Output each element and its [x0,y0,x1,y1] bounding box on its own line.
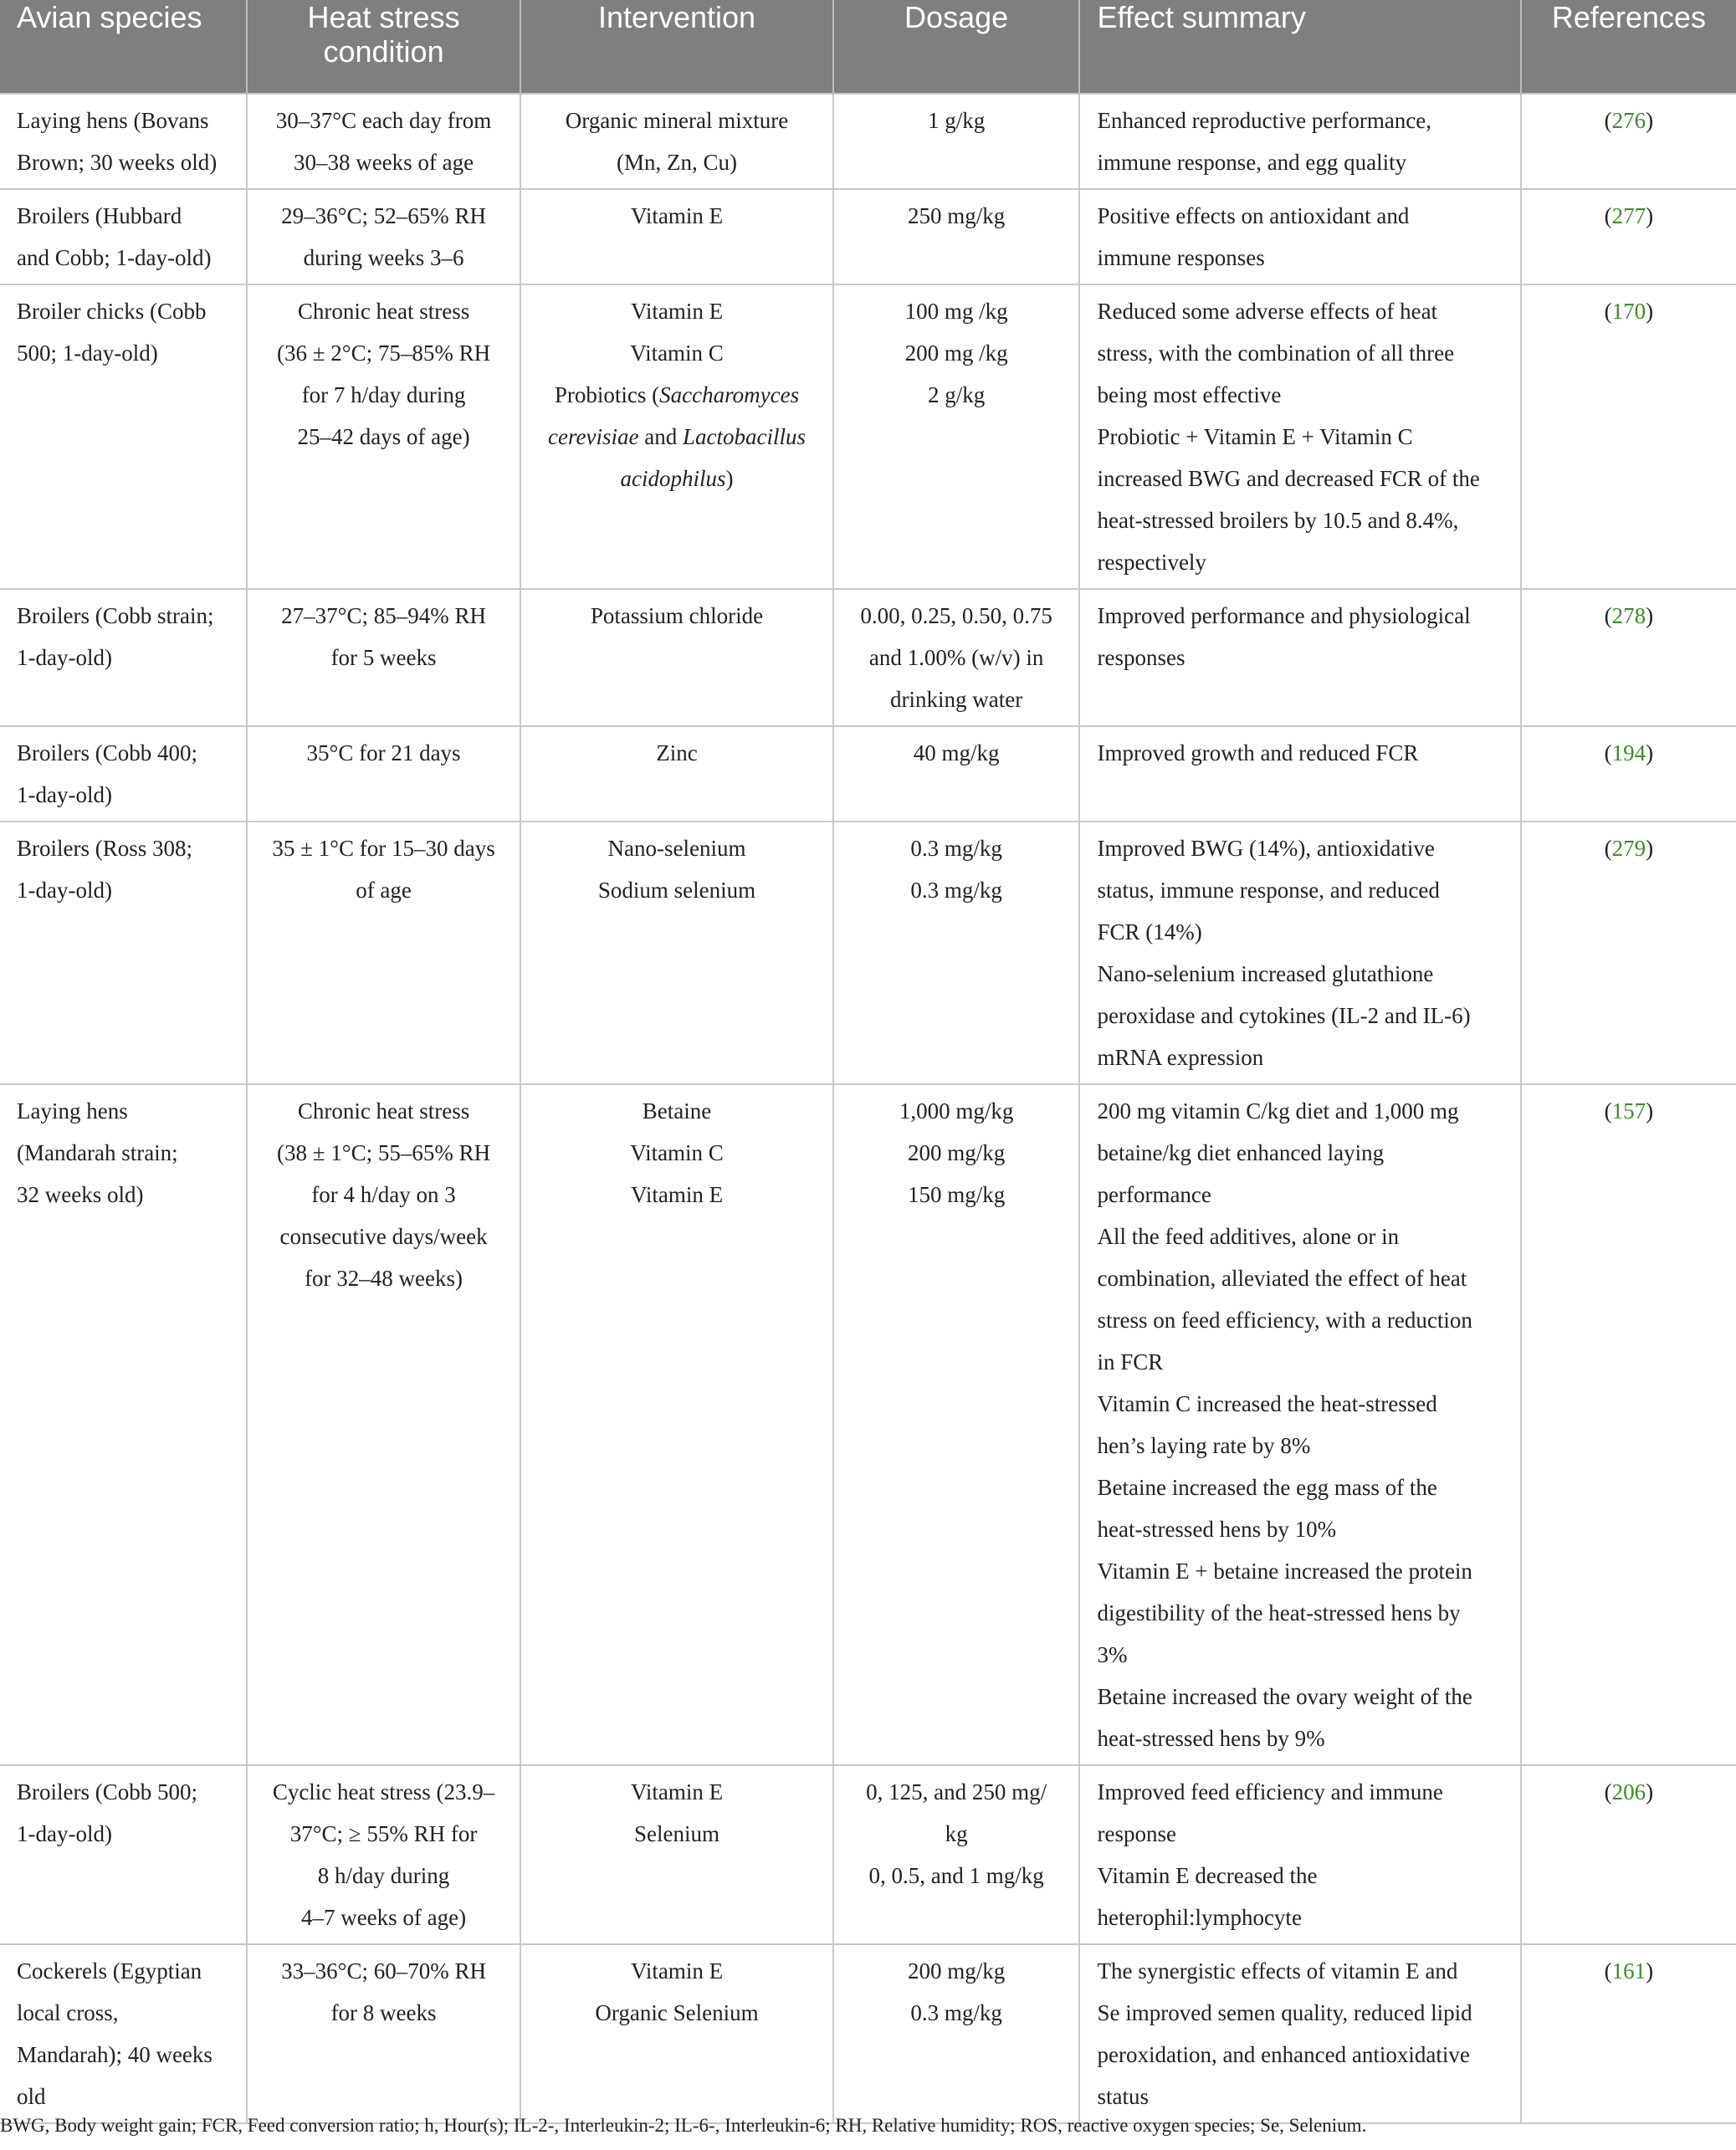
cell-line: Nano-selenium [607,836,746,861]
dosage-cell [833,189,1080,284]
cell-line: Vitamin E [630,1182,724,1207]
cell-line: Se improved semen quality, reduced lipid [1097,2000,1472,2025]
effect-cell [1079,94,1520,189]
cell-line: (Mandarah strain; [17,1140,178,1165]
cell-line: Improved BWG (14%), antioxidative [1097,836,1435,861]
intervention-cell [520,1944,832,2123]
reference-cell: (161) [1521,1944,1736,2123]
species-cell [0,1944,247,2123]
cell-line: 37°C; ≥ 55% RH for [289,1821,478,1846]
cell-line: Laying hens (Bovans [17,108,209,133]
cell-line: Broilers (Ross 308; [17,836,193,861]
table-body [0,94,1736,2123]
cell-line: in FCR [1097,1349,1164,1374]
cell-line: and Cobb; 1-day-old) [17,245,212,270]
reference-link[interactable]: 276 [1611,108,1646,133]
dosage-cell [833,94,1080,189]
cell-line: Positive effects on antioxidant and [1097,203,1410,228]
cell-line: respectively [1097,550,1206,575]
cell-line: Vitamin E [630,1958,724,1984]
reference-link[interactable]: 170 [1611,299,1646,324]
intervention-cell [520,822,832,1084]
cell-line: 1,000 mg/kg [899,1098,1014,1124]
cell-line: 250 mg/kg [907,203,1006,228]
cell-line: during weeks 3–6 [303,245,464,270]
reference-cell: (194) [1521,726,1736,822]
cell-line: for 8 weeks [330,2000,437,2025]
cell-line: Probiotic + Vitamin E + Vitamin C [1097,424,1413,449]
cell-line: 150 mg/kg [907,1182,1006,1207]
intervention-cell [520,1765,832,1944]
cell-line: response [1097,1821,1176,1846]
cell-line: Betaine increased the ovary weight of the [1097,1684,1472,1709]
cell-line: 3% [1097,1642,1128,1667]
cell-line: stress on feed efficiency, with a reduction [1097,1308,1472,1333]
cell-line: 200 mg vitamin C/kg diet and 1,000 mg [1097,1098,1459,1124]
species-cell [0,589,247,726]
cell-line: Potassium chloride [590,603,764,628]
cell-line: for 4 h/day on 3 [311,1182,456,1207]
cell-line: Broilers (Hubbard [17,203,182,228]
species-cell [0,1084,247,1765]
cell-line: 1 g/kg [927,108,986,133]
cell-line: being most effective [1097,382,1282,407]
cell-line: Sodium selenium [597,878,756,903]
cell-line: Vitamin C [630,1140,724,1165]
reference-link[interactable]: 279 [1611,836,1646,861]
cell-line: Chronic heat stress [297,299,470,324]
cell-line: 1-day-old) [17,1821,112,1846]
cell-line: 1-day-old) [17,878,112,903]
cell-line: Vitamin E [630,203,724,228]
cell-line: cerevisiae and Lactobacillus [548,424,806,449]
cell-line: digestibility of the heat-stressed hens by [1097,1600,1461,1625]
cell-line: 200 mg/kg [907,1958,1006,1984]
cell-line: heat-stressed broilers by 10.5 and 8.4%, [1097,508,1459,533]
cell-line: old [17,2084,46,2109]
cell-line: Broilers (Cobb 400; [17,740,197,765]
cell-line: Broilers (Cobb strain; [17,603,214,628]
cell-line: 200 mg /kg [904,340,1008,366]
cell-line: Enhanced reproductive performance, [1097,108,1432,133]
cell-line: immune response, and egg quality [1097,150,1407,175]
species-cell [0,189,247,284]
cell-line: Vitamin E + betaine increased the protein [1097,1559,1472,1584]
cell-line: mRNA expression [1097,1045,1264,1070]
cell-line: 1-day-old) [17,782,112,807]
condition-cell [247,589,521,726]
cell-line: combination, alleviated the effect of heat [1097,1266,1467,1291]
dosage-cell [833,284,1080,589]
cell-line: Probiotics (Saccharomyces [554,382,800,407]
cell-line: Organic mineral mixture [565,108,789,133]
reference-cell: (206) [1521,1765,1736,1944]
cell-line: and 1.00% (w/v) in [868,645,1044,670]
effect-cell [1079,1765,1520,1944]
reference-cell: (277) [1521,189,1736,284]
intervention-cell [520,189,832,284]
header-heat-stress-condition: Heat stress condition [247,0,521,94]
cell-line: responses [1097,645,1185,670]
table-row [0,1084,1736,1765]
cell-line: (36 ± 2°C; 75–85% RH [276,340,491,366]
cell-line: Cyclic heat stress (23.9– [272,1779,495,1804]
reference-link[interactable]: 157 [1611,1098,1646,1124]
cell-line: Selenium [634,1821,719,1846]
cell-line: for 7 h/day during [301,382,466,407]
reference-cell: (276) [1521,94,1736,189]
dosage-cell [833,1084,1080,1765]
species-cell [0,1765,247,1944]
reference-link[interactable]: 278 [1611,603,1646,628]
effect-cell [1079,822,1520,1084]
effect-cell [1079,726,1520,822]
cell-line: 0, 125, and 250 mg/ [866,1779,1047,1804]
intervention-cell [520,94,832,189]
intervention-cell [520,589,832,726]
reference-cell: (279) [1521,822,1736,1084]
cell-line: Broiler chicks (Cobb [17,299,207,324]
condition-cell [247,189,521,284]
cell-line: 1-day-old) [17,645,112,670]
reference-link[interactable]: 161 [1611,1958,1646,1984]
cell-line: hen’s laying rate by 8% [1097,1433,1311,1458]
effect-cell [1079,1944,1520,2123]
condition-cell [247,284,521,589]
cell-line: drinking water [889,687,1023,712]
cell-line: peroxidation, and enhanced antioxidative [1097,2042,1470,2067]
cell-line: 4–7 weeks of age) [300,1905,467,1930]
condition-cell [247,822,521,1084]
cell-line: All the feed additives, alone or in [1097,1224,1400,1249]
effect-cell [1079,1084,1520,1765]
cell-line: immune responses [1097,245,1265,270]
dosage-cell [833,1944,1080,2123]
header-avian-species: Avian species [0,0,247,94]
cell-line: consecutive days/week [279,1224,488,1249]
condition-cell [247,1944,521,2123]
reference-cell: (170) [1521,284,1736,589]
cell-line: Broilers (Cobb 500; [17,1779,197,1804]
cell-line: 2 g/kg [927,382,986,407]
cell-line: Vitamin C increased the heat-stressed [1097,1391,1437,1416]
header-intervention: Intervention [520,0,832,94]
species-cell [0,94,247,189]
cell-line: (38 ± 1°C; 55–65% RH [276,1140,491,1165]
cell-line: Nano-selenium increased glutathione [1097,961,1434,986]
cell-line: 35 ± 1°C for 15–30 days [272,836,495,861]
condition-cell [247,726,521,822]
cell-line: Mandarah); 40 weeks [17,2042,213,2067]
cell-line: 8 h/day during [317,1863,450,1888]
cell-line: Laying hens [17,1098,128,1124]
cell-line: 0.3 mg/kg [910,878,1002,903]
cell-line: 0.3 mg/kg [910,2000,1002,2025]
dosage-cell [833,589,1080,726]
table-row [0,189,1736,284]
cell-line: status, immune response, and reduced [1097,878,1440,903]
cell-line: 33–36°C; 60–70% RH [281,1958,486,1984]
cell-line: for 32–48 weeks) [305,1266,463,1291]
dosage-cell [833,822,1080,1084]
cell-line: Vitamin E decreased the [1097,1863,1318,1888]
table-header-row [0,0,1736,94]
cell-line: 32 weeks old) [17,1182,144,1207]
cell-line: local cross, [17,2000,119,2025]
cell-line: Vitamin C [630,340,724,366]
table-row [0,284,1736,589]
cell-line: Vitamin E [630,299,724,324]
condition-cell [247,1765,521,1944]
header-references: References [1521,0,1736,94]
intervention-cell [520,726,832,822]
effect-cell [1079,189,1520,284]
cell-line: heat-stressed hens by 10% [1097,1517,1337,1542]
cell-line: stress, with the combination of all three [1097,340,1455,366]
table-row [0,1765,1736,1944]
cell-line: Organic Selenium [595,2000,759,2025]
reference-link[interactable]: 277 [1611,203,1646,228]
cell-line: heterophil:lymphocyte [1097,1905,1302,1930]
table-row [0,589,1736,726]
cell-line: 29–36°C; 52–65% RH [281,203,486,228]
cell-line: 27–37°C; 85–94% RH [281,603,486,628]
cell-line: kg [945,1821,968,1846]
cell-line: status [1097,2084,1149,2109]
cell-line: 0, 0.5, and 1 mg/kg [868,1863,1044,1888]
cell-line: The synergistic effects of vitamin E and [1097,1958,1458,1984]
cell-line: Zinc [656,740,698,765]
condition-cell [247,94,521,189]
condition-cell [247,1084,521,1765]
table-row [0,822,1736,1084]
table-footnote: BWG, Body weight gain; FCR, Feed conversion ratio; h, Hour(s); IL-2-, Interleukin-2; IL-6-, Interleukin-6; RH, Relative humidity; ROS, reactive oxygen species; Se, Selenium. [0,2115,1367,2136]
cell-line: 500; 1-day-old) [17,340,158,366]
cell-line: 100 mg /kg [904,299,1008,324]
cell-line: Improved feed efficiency and immune [1097,1779,1443,1804]
species-cell [0,822,247,1084]
header-dosage: Dosage [833,0,1080,94]
species-cell [0,284,247,589]
cell-line: Improved growth and reduced FCR [1097,740,1419,765]
cell-line: peroxidase and cytokines (IL-2 and IL-6) [1097,1003,1471,1028]
reference-link[interactable]: 194 [1611,740,1646,765]
cell-line: 200 mg/kg [907,1140,1006,1165]
intervention-cell [520,284,832,589]
effect-cell [1079,284,1520,589]
cell-line: (Mn, Zn, Cu) [617,150,737,175]
intervention-cell [520,1084,832,1765]
reference-cell: (278) [1521,589,1736,726]
header-effect-summary: Effect summary [1079,0,1520,94]
cell-line: 40 mg/kg [913,740,1000,765]
cell-line: for 5 weeks [330,645,437,670]
cell-line: Improved performance and physiological [1097,603,1471,628]
cell-line: 0.00, 0.25, 0.50, 0.75 [860,603,1052,628]
cell-line: increased BWG and decreased FCR of the [1097,466,1480,491]
cell-line: 0.3 mg/kg [910,836,1002,861]
cell-line: Brown; 30 weeks old) [17,150,218,175]
cell-line: Chronic heat stress [297,1098,470,1124]
cell-line: 25–42 days of age) [297,424,470,449]
cell-line: Betaine increased the egg mass of the [1097,1475,1437,1500]
cell-line: performance [1097,1182,1211,1207]
cell-line: Reduced some adverse effects of heat [1097,299,1438,324]
cell-line: Vitamin E [630,1779,724,1804]
cell-line: 35°C for 21 days [306,740,461,765]
dosage-cell [833,726,1080,822]
effect-cell [1079,589,1520,726]
cell-line: 30–38 weeks of age [293,150,474,175]
reference-link[interactable]: 206 [1611,1779,1646,1804]
dosage-cell [833,1765,1080,1944]
cell-line: of age [356,878,412,903]
cell-line: heat-stressed hens by 9% [1097,1726,1325,1751]
table-row [0,1944,1736,2123]
table-row [0,94,1736,189]
cell-line: betaine/kg diet enhanced laying [1097,1140,1385,1165]
cell-line: FCR (14%) [1097,919,1202,944]
cell-line: Cockerels (Egyptian [17,1958,202,1984]
cell-line: 30–37°C each day from [275,108,492,133]
table-row [0,726,1736,822]
species-cell [0,726,247,822]
cell-line: acidophilus) [620,466,734,491]
reference-cell: (157) [1521,1084,1736,1765]
cell-line: Betaine [642,1098,712,1124]
